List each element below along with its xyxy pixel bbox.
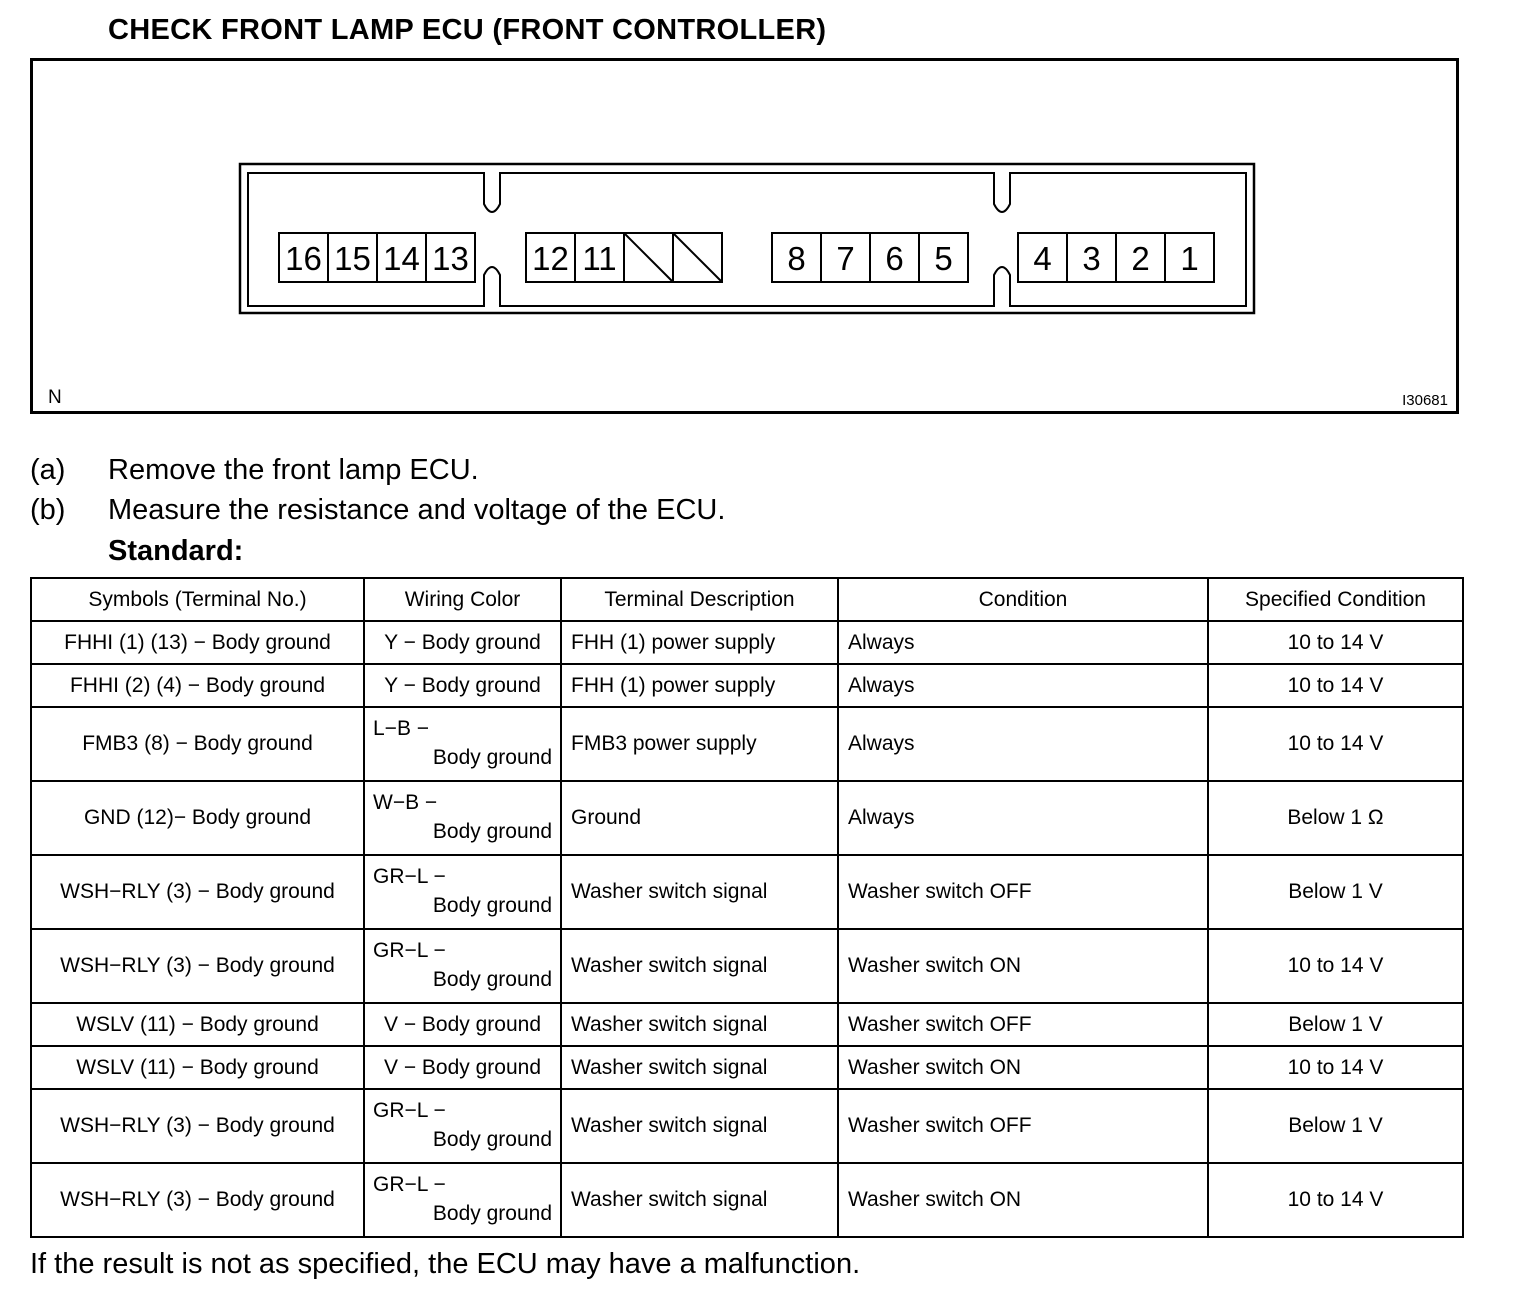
pin-number: 7 <box>836 240 855 277</box>
table-row <box>31 929 1463 1003</box>
header-symbols: Symbols (Terminal No.) <box>31 578 364 621</box>
pin-number: 15 <box>334 240 371 277</box>
connector-diagram <box>33 61 1456 411</box>
table-row <box>31 855 1463 929</box>
table-header-row <box>31 578 1463 621</box>
spec-table <box>30 577 1464 1238</box>
table-row <box>31 1089 1463 1163</box>
wiring-color-line1: GR−L − <box>373 1099 446 1122</box>
wiring-color-line1: GR−L − <box>373 1173 446 1196</box>
table-row <box>31 781 1463 855</box>
cell-terminal-description: Washer switch signal <box>561 855 838 929</box>
table-row <box>31 1163 1463 1237</box>
cell-condition: Always <box>838 664 1208 707</box>
connector-figure <box>30 58 1459 414</box>
cell-wiring-color: V − Body ground <box>364 1003 561 1046</box>
wiring-color-line2: Body ground <box>432 746 552 769</box>
cell-terminal-description: FHH (1) power supply <box>561 664 838 707</box>
cell-specified-condition: Below 1 V <box>1208 1089 1463 1163</box>
standard-label: Standard: <box>108 535 244 567</box>
cell-wiring-color <box>364 1163 561 1237</box>
wiring-color-line2: Body ground <box>432 1128 552 1151</box>
cell-specified-condition: 10 to 14 V <box>1208 621 1463 664</box>
wiring-color-line1: GR−L − <box>373 939 446 962</box>
step-text: Remove the front lamp ECU. <box>108 454 479 486</box>
cell-symbol: FHHI (2) (4) − Body ground <box>31 664 364 707</box>
pin-number: 13 <box>432 240 469 277</box>
cell-terminal-description: Washer switch signal <box>561 1163 838 1237</box>
cell-condition: Always <box>838 621 1208 664</box>
pin-unused-mark <box>624 233 673 282</box>
pin-number: 12 <box>532 240 569 277</box>
cell-wiring-color <box>364 855 561 929</box>
cell-symbol: WSH−RLY (3) − Body ground <box>31 1089 364 1163</box>
table-row <box>31 664 1463 707</box>
wiring-color-line2: Body ground <box>432 894 552 917</box>
pin-unused-mark <box>673 233 722 282</box>
cell-terminal-description: FHH (1) power supply <box>561 621 838 664</box>
cell-symbol: FMB3 (8) − Body ground <box>31 707 364 781</box>
cell-wiring-color: Y − Body ground <box>364 621 561 664</box>
cell-wiring-color <box>364 1089 561 1163</box>
cell-specified-condition: Below 1 V <box>1208 855 1463 929</box>
connector-pins <box>279 233 1214 282</box>
pin-number: 14 <box>383 240 420 277</box>
cell-wiring-color: Y − Body ground <box>364 664 561 707</box>
cell-symbol: WSLV (11) − Body ground <box>31 1003 364 1046</box>
cell-wiring-color <box>364 929 561 1003</box>
wiring-color-line1: GR−L − <box>373 865 446 888</box>
step-text: Measure the resistance and voltage of the ECU. <box>108 494 726 526</box>
cell-terminal-description: Washer switch signal <box>561 1089 838 1163</box>
pin-number: 8 <box>787 240 806 277</box>
cell-symbol: WSH−RLY (3) − Body ground <box>31 929 364 1003</box>
table-row <box>31 621 1463 664</box>
pin-number: 2 <box>1131 240 1150 277</box>
table-row <box>31 1003 1463 1046</box>
cell-wiring-color: V − Body ground <box>364 1046 561 1089</box>
cell-terminal-description: Ground <box>561 781 838 855</box>
cell-terminal-description: FMB3 power supply <box>561 707 838 781</box>
cell-condition: Washer switch ON <box>838 929 1208 1003</box>
step-label: (a) <box>30 454 66 486</box>
wiring-color-line1: W−B − <box>373 791 438 814</box>
cell-condition: Always <box>838 781 1208 855</box>
cell-specified-condition: 10 to 14 V <box>1208 664 1463 707</box>
cell-symbol: FHHI (1) (13) − Body ground <box>31 621 364 664</box>
cell-specified-condition: 10 to 14 V <box>1208 929 1463 1003</box>
cell-condition: Washer switch ON <box>838 1046 1208 1089</box>
table-row <box>31 1046 1463 1089</box>
cell-symbol: WSH−RLY (3) − Body ground <box>31 1163 364 1237</box>
pin-number: 4 <box>1033 240 1052 277</box>
cell-condition: Washer switch OFF <box>838 1003 1208 1046</box>
cell-specified-condition: Below 1 V <box>1208 1003 1463 1046</box>
cell-condition: Washer switch ON <box>838 1163 1208 1237</box>
pin-number: 3 <box>1082 240 1101 277</box>
connector-housing-outer <box>240 164 1254 313</box>
figure-id: I30681 <box>1402 392 1448 409</box>
cell-condition: Washer switch OFF <box>838 1089 1208 1163</box>
figure-corner-label: N <box>48 387 62 408</box>
wiring-color-line1: L−B − <box>373 717 430 740</box>
cell-symbol: WSLV (11) − Body ground <box>31 1046 364 1089</box>
pin-number: 16 <box>285 240 322 277</box>
cell-terminal-description: Washer switch signal <box>561 929 838 1003</box>
table-row <box>31 707 1463 781</box>
cell-symbol: WSH−RLY (3) − Body ground <box>31 855 364 929</box>
cell-specified-condition: Below 1 Ω <box>1208 781 1463 855</box>
header-condition: Condition <box>838 578 1208 621</box>
cell-specified-condition: 10 to 14 V <box>1208 1163 1463 1237</box>
wiring-color-line2: Body ground <box>432 968 552 991</box>
cell-specified-condition: 10 to 14 V <box>1208 1046 1463 1089</box>
wiring-color-line2: Body ground <box>432 820 552 843</box>
header-specified-condition: Specified Condition <box>1208 578 1463 621</box>
cell-condition: Always <box>838 707 1208 781</box>
page-title: CHECK FRONT LAMP ECU (FRONT CONTROLLER) <box>108 14 827 46</box>
header-wiring-color: Wiring Color <box>364 578 561 621</box>
cell-terminal-description: Washer switch signal <box>561 1003 838 1046</box>
pin-number: 1 <box>1180 240 1199 277</box>
header-terminal-description: Terminal Description <box>561 578 838 621</box>
cell-wiring-color <box>364 707 561 781</box>
wiring-color-line2: Body ground <box>432 1202 552 1225</box>
cell-terminal-description: Washer switch signal <box>561 1046 838 1089</box>
cell-symbol: GND (12)− Body ground <box>31 781 364 855</box>
cell-specified-condition: 10 to 14 V <box>1208 707 1463 781</box>
pin-number: 6 <box>885 240 904 277</box>
step-label: (b) <box>30 494 66 526</box>
pin-number: 11 <box>582 240 617 277</box>
cell-wiring-color <box>364 781 561 855</box>
cell-condition: Washer switch OFF <box>838 855 1208 929</box>
pin-number: 5 <box>934 240 953 277</box>
footer-note: If the result is not as specified, the ECU may have a malfunction. <box>30 1248 861 1280</box>
